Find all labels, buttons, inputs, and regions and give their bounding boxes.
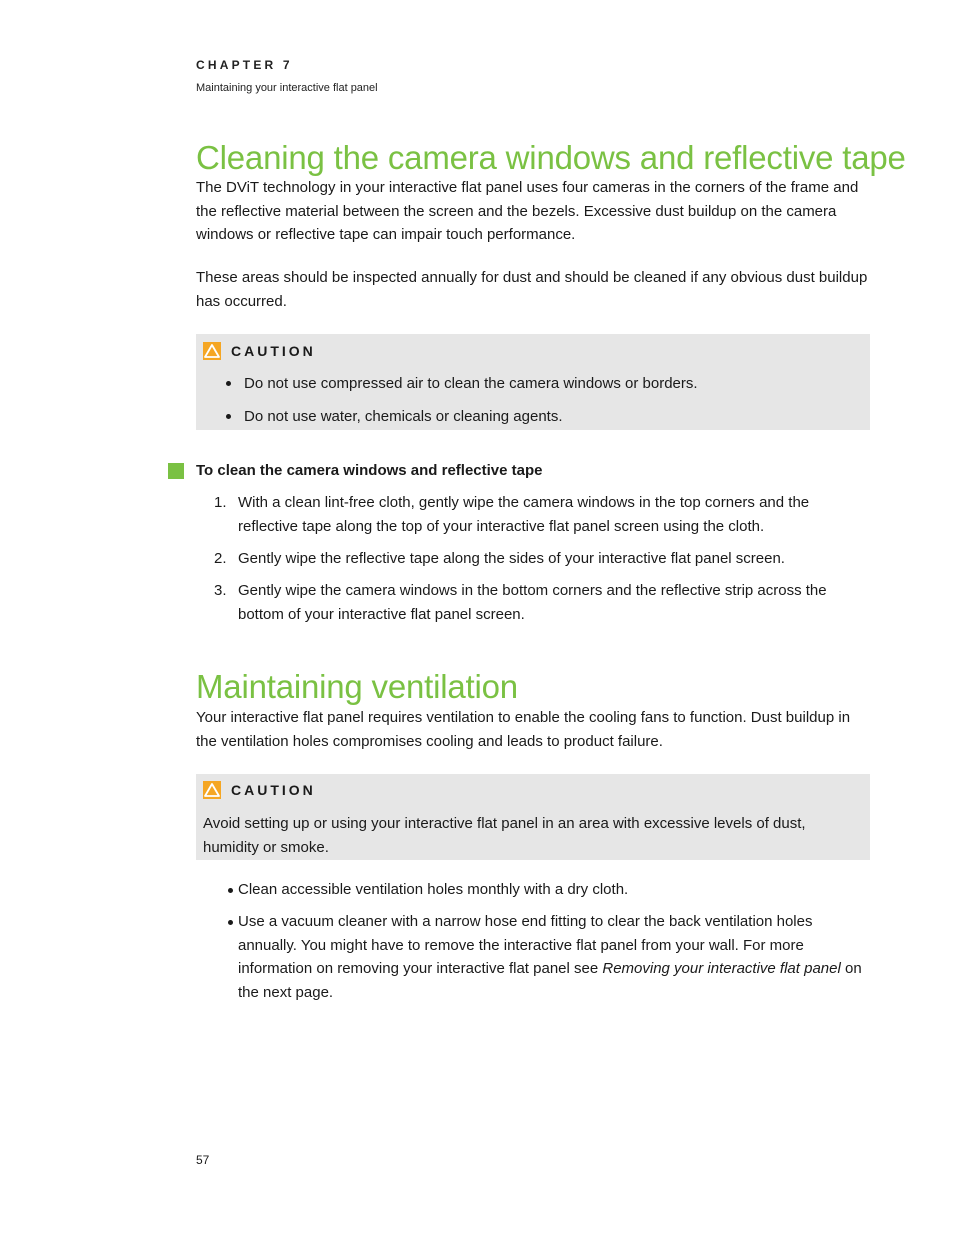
text-line: the next page. [238,983,334,1001]
step-number: 2. [214,550,227,567]
caution-header [203,780,316,800]
text-line: annually. You might have to remove the interactive flat panel from your wall. For more [238,936,804,954]
text-line: Gently wipe the reflective tape along the sides of your interactive flat panel screen. [238,550,785,567]
caution-item-text: Do not use compressed air to clean the camera windows or borders. [244,375,698,392]
cleaning-intro-paragraph [196,176,868,247]
step-text [238,491,858,538]
green-square-icon [168,463,184,479]
caution-box-ventilation [196,774,870,860]
text-line: Avoid setting up or using your interactive flat panel in an area with excessive levels of dust, [203,815,806,832]
caution-item [226,374,698,394]
page-number: 57 [196,1153,210,1167]
caution-header [203,341,316,361]
step-number: 3. [214,582,227,599]
step-number: 1. [214,494,227,511]
caution-item-text: Do not use water, chemicals or cleaning agents. [244,408,563,425]
caution-label: CAUTION [231,782,316,798]
bullet-dot-icon [228,888,233,893]
step-text [238,579,858,626]
text-line: windows or reflective tape can impair touch performance. [196,226,576,243]
step-text [238,547,858,571]
text-span: information on removing your interactive flat panel see [238,960,603,977]
bullet-dot-icon [228,920,233,925]
caution-box-cleaning [196,334,870,430]
text-line: Gently wipe the camera windows in the bottom corners and the reflective strip across the [238,582,827,599]
text-line: bottom of your interactive flat panel screen. [238,605,525,623]
caution-label: CAUTION [231,343,316,359]
list-item-text [238,910,872,1004]
text-line: Use a vacuum cleaner with a narrow hose end fitting to clear the back ventilation holes [238,913,813,930]
text-line: the reflective material between the screen and the bezels. Excessive dust buildup on the camera [196,202,837,220]
text-line: Clean accessible ventilation holes monthly with a dry cloth. [238,881,629,898]
text-line: the ventilation holes compromises cooling and leads to product failure. [196,732,663,750]
procedure-title: To clean the camera windows and reflective tape [196,462,543,479]
list-item-text [238,878,872,902]
inspection-paragraph [196,266,868,313]
warning-triangle-icon [203,342,221,360]
text-line: Your interactive flat panel requires ventilation to enable the cooling fans to function. Dust buildup in [196,709,851,726]
caution-item [226,407,563,427]
text-line: has occurred. [196,292,287,310]
chapter-label: CHAPTER 7 [196,58,293,72]
text-line [238,957,872,981]
section-heading-ventilation: Maintaining ventilation [196,668,518,705]
text-line: The DViT technology in your interactive flat panel uses four cameras in the corners of the frame and [196,179,859,196]
text-line: humidity or smoke. [203,838,329,856]
text-line: These areas should be inspected annually for dust and should be cleaned if any obvious dust buildup [196,269,868,286]
chapter-title: Maintaining your interactive flat panel [196,82,378,94]
cross-reference-link[interactable]: Removing your interactive flat panel [602,960,841,977]
text-line: With a clean lint-free cloth, gently wipe the camera windows in the top corners and the [238,494,810,511]
ventilation-intro-paragraph [196,706,868,753]
text-span: on [840,960,862,977]
text-line: reflective tape along the top of your interactive flat panel screen using the cloth. [238,517,765,535]
bullet-dot-icon [226,414,231,419]
caution-text [203,812,853,859]
procedure-header [168,462,543,479]
section-heading-cleaning: Cleaning the camera windows and reflective tape [196,139,906,176]
warning-triangle-icon [203,781,221,799]
bullet-dot-icon [226,381,231,386]
